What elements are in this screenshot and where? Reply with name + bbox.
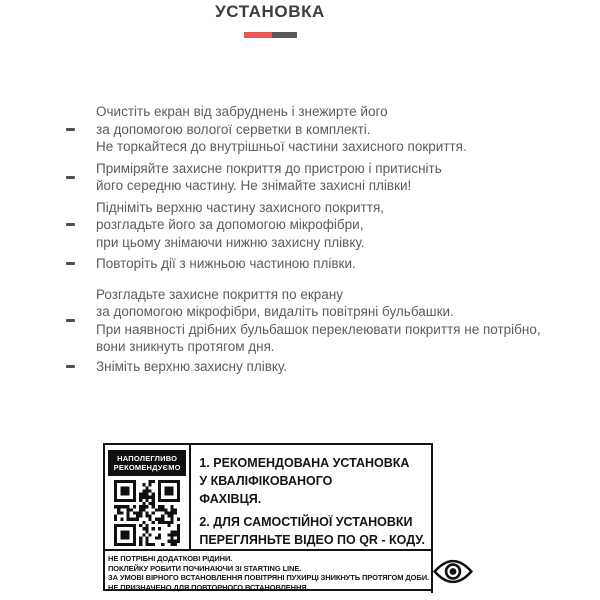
instructions-list — [66, 103, 544, 375]
instruction-text: Очистіть екран від забруднень і знежирте його за допомогою вологої серветки в комплекті. Не торкайтеся до внутрішньої частини захисного покриття. — [96, 104, 467, 154]
bullet-dash-icon — [66, 365, 75, 368]
recommendation-box-bottom-strip — [105, 549, 431, 593]
bullet-dash-icon — [66, 128, 75, 131]
title-divider — [244, 32, 297, 38]
instruction-text: Розгладьте захисне покриття по екрану за допомогою мікрофібри, видаліть повітряні бульбашки. При наявності дрібних бульбашок переклеювати покриття не потрібно, вони зникнуть протягом дня. — [96, 286, 541, 354]
bullet-dash-icon — [66, 319, 75, 322]
list-item — [66, 358, 544, 376]
divider-red-segment — [244, 32, 272, 38]
note-line: ПОКЛЕЙКУ РОБИТИ ПОЧИНАЮЧИ ЗІ STARTING LINE. — [108, 563, 302, 573]
bullet-dash-icon — [66, 262, 75, 265]
instruction-text: Приміряйте захисне покриття до пристрою і притисніть його середню частину. Не знімайте захисні плівки! — [96, 160, 442, 193]
strongly-recommend-label: НАПОЛЕГЛИВО РЕКОМЕНДУЄМО — [108, 450, 186, 476]
usage-notes — [105, 551, 431, 593]
qr-code — [114, 480, 180, 546]
recommendation-box-left-cell — [105, 445, 191, 549]
divider-dark-segment — [272, 32, 297, 38]
note-line: НЕ ПОТРІБНІ ДОДАТКОВІ РІДИНИ. — [108, 554, 233, 563]
recommendation-box — [103, 443, 433, 591]
eye-icon-cell — [431, 551, 473, 593]
eye-icon — [433, 559, 473, 584]
list-item — [66, 103, 544, 156]
instruction-text: Зніміть верхню захисну плівку. — [96, 358, 288, 374]
list-item — [66, 255, 544, 273]
instruction-text: Повторіть дії з нижньою частиною плівки. — [96, 256, 356, 271]
list-item — [66, 160, 544, 195]
list-item — [66, 286, 544, 356]
page-title: УСТАНОВКА — [215, 2, 325, 21]
recommendation-2: 2. ДЛЯ САМОСТІЙНОЇ УСТАНОВКИ ПЕРЕГЛЯНЬТЕ ВІДЕО ПО QR - КОДУ. — [199, 515, 425, 547]
bullet-dash-icon — [66, 223, 75, 226]
recommendation-box-right-cell — [191, 445, 431, 549]
instruction-text: Підніміть верхню частину захисного покриття, розгладьте його за допомогою мікрофібри, при цьому знімаючи нижню захисну плівку. — [96, 199, 385, 250]
bullet-dash-icon — [66, 176, 75, 179]
note-line: ЗА УМОВІ ВІРНОГО ВСТАНОВЛЕННЯ ПОВІТРЯНІ ПУХИРЦІ ЗНИКНУТЬ ПРОТЯГОМ ДОБИ. — [108, 573, 429, 583]
note-line: НЕ ПРИЗНАЧЕНО ДЛЯ ПОВТОРНОГО ВСТАНОВЛЕННЯ. — [108, 583, 309, 593]
recommendation-1: 1. РЕКОМЕНДОВАНА УСТАНОВКА У КВАЛІФІКОВАНОГО ФАХІВЦЯ. — [199, 456, 410, 506]
recommendation-box-top — [105, 445, 431, 549]
list-item — [66, 199, 544, 252]
